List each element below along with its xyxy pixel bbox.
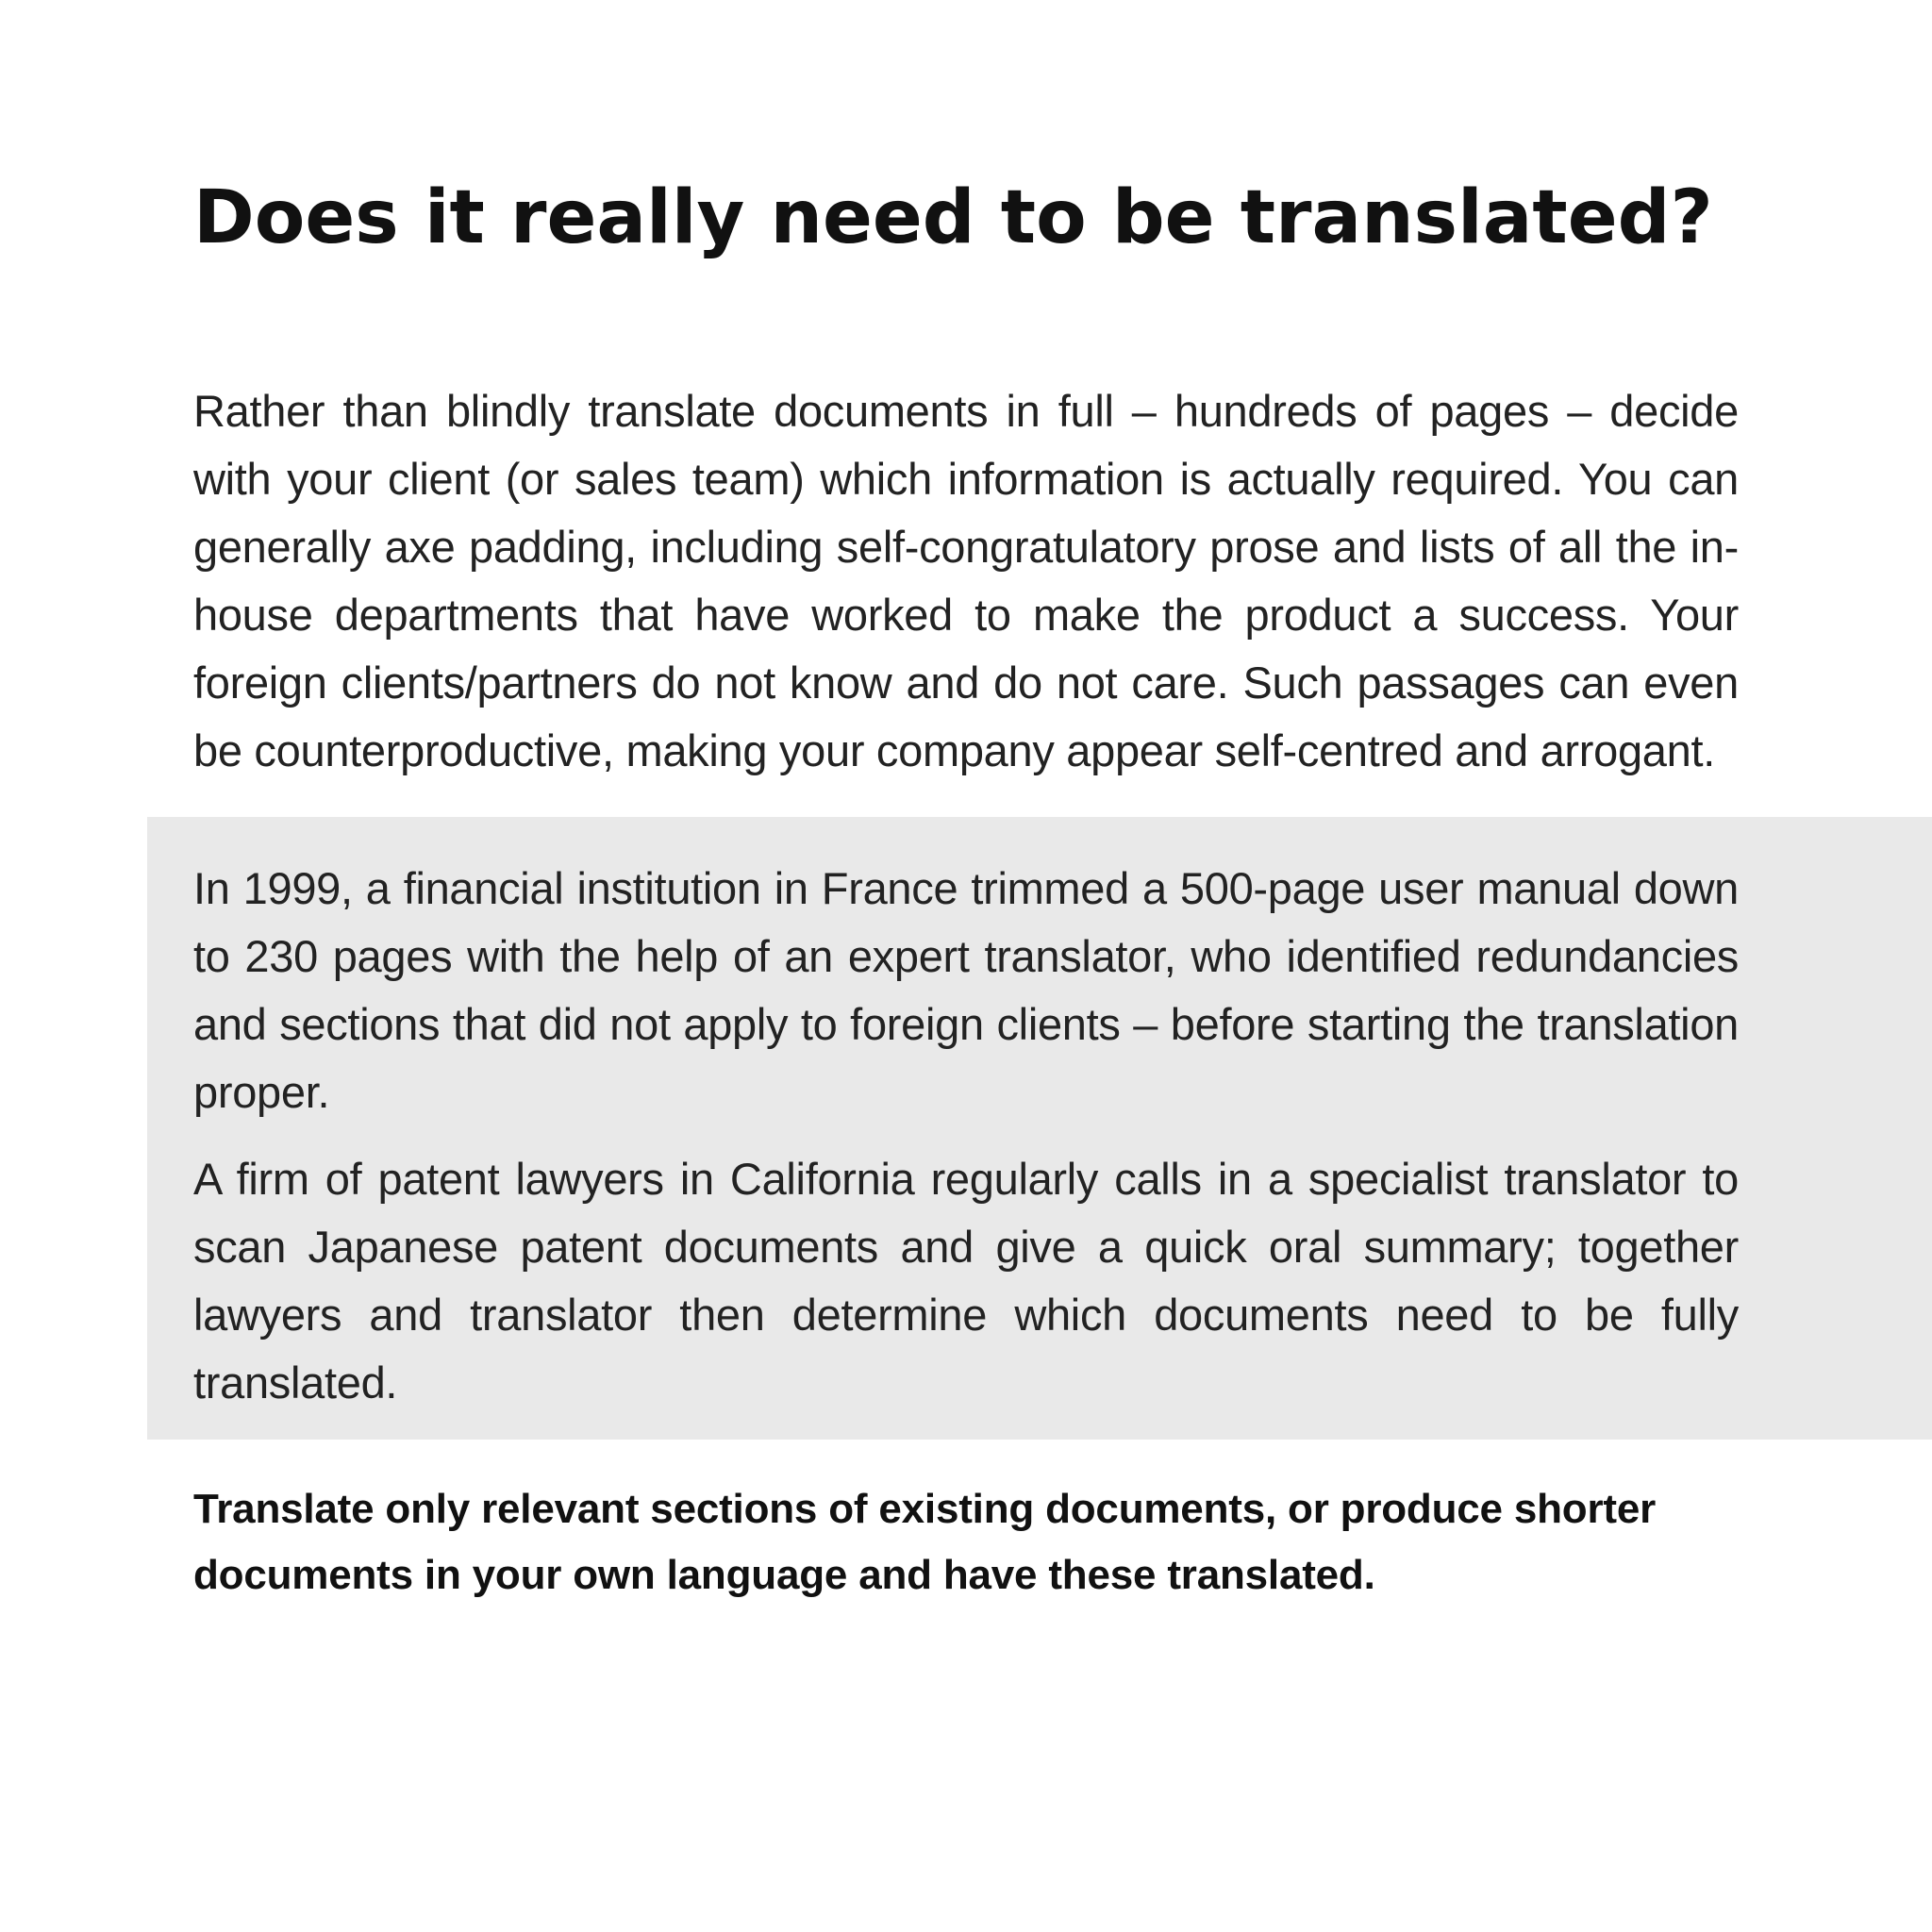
- page-title: Does it really need to be translated?: [193, 175, 1713, 260]
- conclusion-paragraph: Translate only relevant sections of existing documents, or produce shorter documents in your own language and have these translated.: [193, 1486, 1657, 1598]
- example-box: [147, 817, 1932, 1440]
- example-paragraph-2: A firm of patent lawyers in California regularly calls in a specialist translator to scan Japanese patent documents and give a quick oral summary; together lawyers and translator then determine which documents need to be fully translated.: [193, 1154, 1739, 1407]
- intro-paragraph: Rather than blindly translate documents in full – hundreds of pages – decide with your client (or sales team) which information is actually required. You can generally axe padding, including self-congratulatory prose and lists of all the in-house departments that have worked to make the product a success. Your foreign clients/partners do not know and do not care. Such passages can even be counterproductive, making your company appear self-centred and arrogant.: [193, 386, 1739, 775]
- example-paragraph-1: In 1999, a financial institution in France trimmed a 500-page user manual down to 230 pages with the help of an expert translator, who identified redundancies and sections that did not apply to foreign clients – before starting the translation proper.: [193, 863, 1739, 1117]
